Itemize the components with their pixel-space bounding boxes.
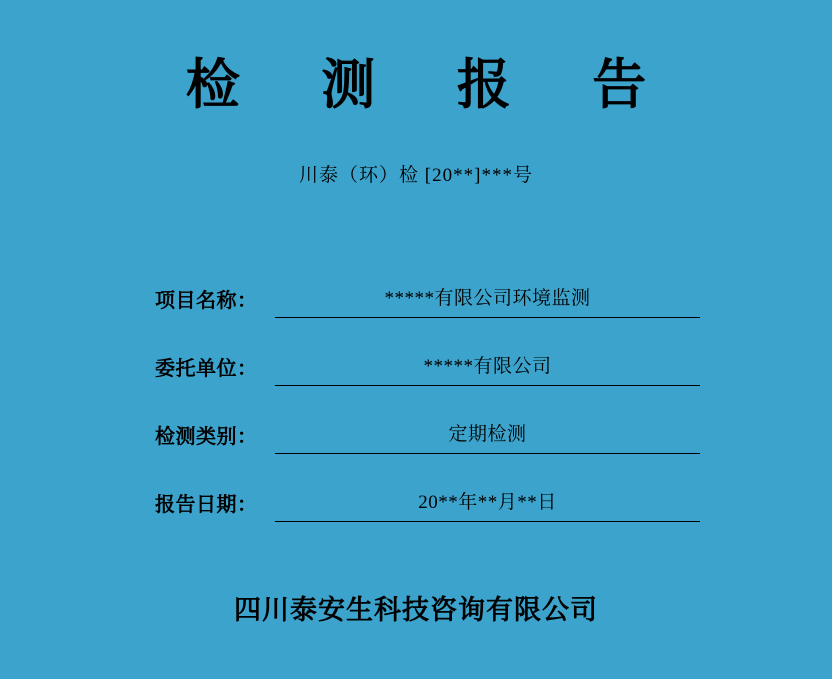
field-row-client-unit — [155, 346, 700, 386]
field-label-report-date: 报告日期： — [155, 494, 258, 516]
field-label-client-unit: 委托单位： — [155, 358, 258, 380]
field-label-test-category: 检测类别： — [155, 426, 258, 448]
field-value-project-name: *****有限公司环境监测 — [384, 288, 591, 309]
field-underline-test-category — [275, 421, 700, 454]
field-underline-client-unit — [275, 353, 700, 386]
field-row-project-name — [155, 278, 700, 318]
document-number: 川泰（环）检 [20**]***号 — [299, 165, 533, 186]
field-underline-report-date — [275, 489, 700, 522]
field-row-report-date — [155, 482, 700, 522]
field-value-client-unit: *****有限公司 — [423, 356, 552, 377]
field-value-report-date: 20**年**月**日 — [418, 492, 557, 513]
field-label-project-name: 项目名称： — [155, 290, 258, 312]
field-underline-project-name — [275, 285, 700, 318]
field-row-test-category — [155, 414, 700, 454]
field-value-test-category: 定期检测 — [448, 424, 527, 445]
company-name: 四川泰安生科技咨询有限公司 — [234, 595, 598, 625]
page-title: 检 测 报 告 — [185, 55, 681, 115]
field-list — [155, 278, 700, 550]
